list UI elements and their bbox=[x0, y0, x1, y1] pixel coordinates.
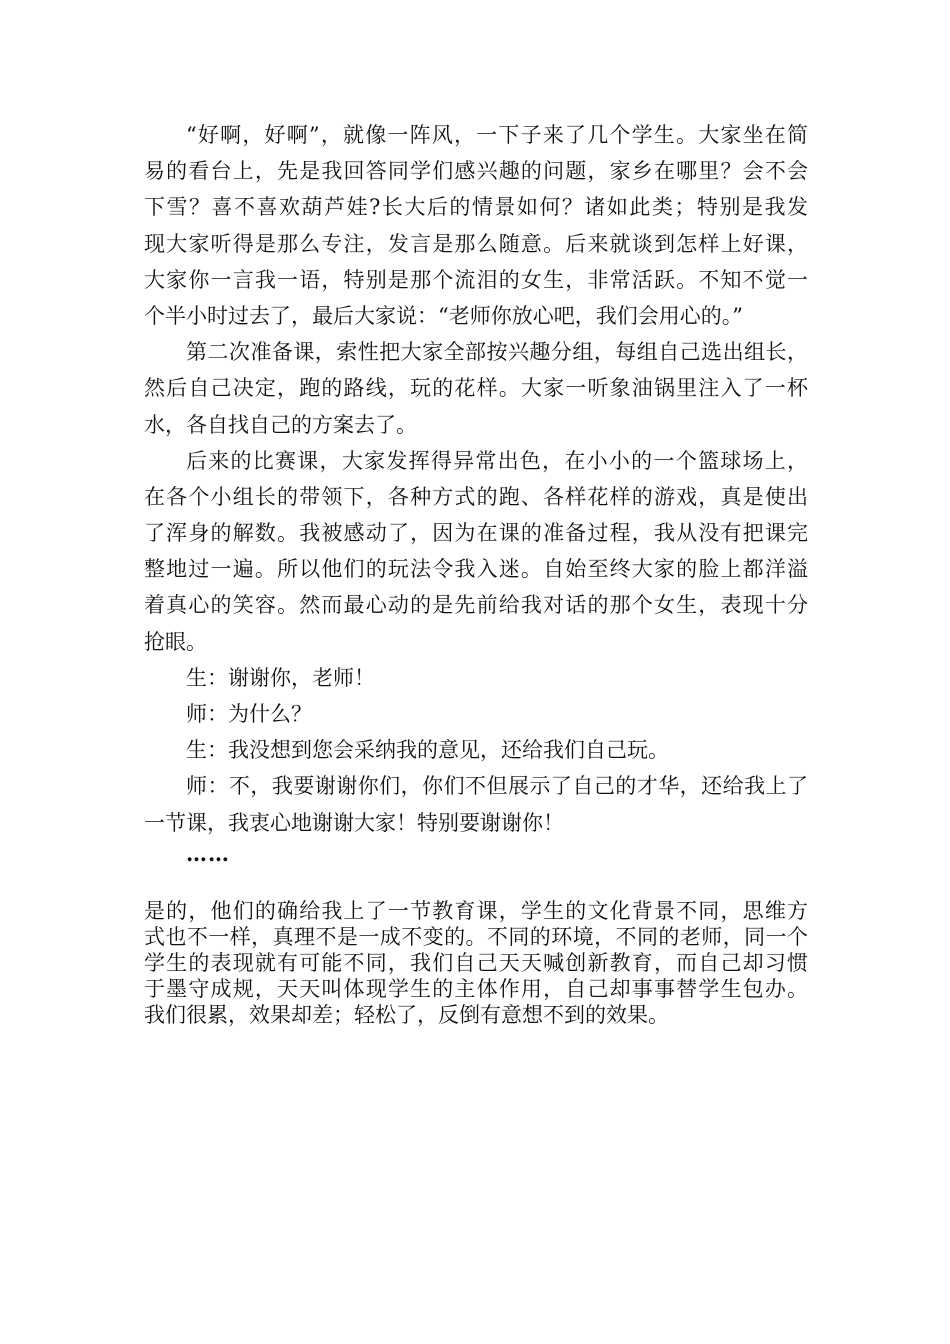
text-line: 是的，他们的确给我上了一节教育课，学生的文化背景不同，思维方 bbox=[144, 899, 808, 923]
text-line: 我们很累，效果却差；轻松了，反倒有意想不到的效果。 bbox=[144, 1003, 669, 1027]
conclusion-paragraph bbox=[144, 898, 808, 1028]
ellipsis: …… bbox=[186, 840, 230, 866]
text-line: 然后自己决定，跑的路线，玩的花样。大家一听象油锅里注入了一杯 bbox=[144, 376, 808, 401]
dialogue-line: 师：为什么？ bbox=[186, 702, 312, 726]
paragraph-3 bbox=[144, 443, 808, 660]
paragraph-1 bbox=[144, 117, 808, 334]
text-line: 于墨守成规，天天叫体现学生的主体作用，自己却事事替学生包办。 bbox=[144, 977, 808, 1001]
text-line: 在各个小组长的带领下，各种方式的跑、各样花样的游戏，真是使出 bbox=[144, 484, 808, 509]
text-line: 个半小时过去了，最后大家说：“老师你放心吧，我们会用心的。” bbox=[144, 303, 743, 328]
text-line: 下雪？喜不喜欢葫芦娃?长大后的情景如何？诸如此类；特别是我发 bbox=[144, 195, 808, 220]
text-line: 现大家听得是那么专注，发言是那么随意。后来就谈到怎样上好课， bbox=[144, 231, 808, 256]
text-line: 水，各自找自己的方案去了。 bbox=[144, 412, 417, 437]
dialogue-line: 生：谢谢你，老师！ bbox=[186, 665, 375, 690]
dialogue bbox=[144, 660, 808, 867]
text-line: 易的看台上，先是我回答同学们感兴趣的问题，家乡在哪里？会不会 bbox=[144, 159, 808, 184]
document-body bbox=[144, 117, 808, 867]
text-line: 大家你一言我一语，特别是那个流泪的女生，非常活跃。不知不觉一 bbox=[144, 267, 808, 292]
text-line: 学生的表现就有可能不同，我们自己天天喊创新教育，而自己却习惯 bbox=[144, 951, 808, 975]
text-line: 整地过一遍。所以他们的玩法令我入迷。自始至终大家的脸上都洋溢 bbox=[144, 557, 808, 582]
paragraph-2 bbox=[144, 334, 808, 443]
dialogue-line: 一节课，我衷心地谢谢大家！特别要谢谢你！ bbox=[144, 810, 564, 835]
dialogue-line: 生：我没想到您会采纳我的意见，还给我们自己玩。 bbox=[186, 738, 669, 763]
text-line: 后来的比赛课，大家发挥得异常出色，在小小的一个篮球场上， bbox=[186, 448, 808, 473]
text-line: 式也不一样，真理不是一成不变的。不同的环境，不同的老师，同一个 bbox=[144, 925, 808, 949]
text-line: “好啊，好啊”，就像一阵风，一下子来了几个学生。大家坐在简 bbox=[186, 123, 808, 147]
dialogue-line: 师：不，我要谢谢你们，你们不但展示了自己的才华，还给我上了 bbox=[186, 774, 808, 799]
text-line: 着真心的笑容。然而最心动的是先前给我对话的那个女生，表现十分 bbox=[144, 593, 808, 618]
text-line: 第二次准备课，索性把大家全部按兴趣分组，每组自己选出组长， bbox=[186, 340, 808, 365]
text-line: 了浑身的解数。我被感动了，因为在课的准备过程，我从没有把课完 bbox=[144, 521, 808, 546]
text-line: 抢眼。 bbox=[144, 629, 207, 654]
